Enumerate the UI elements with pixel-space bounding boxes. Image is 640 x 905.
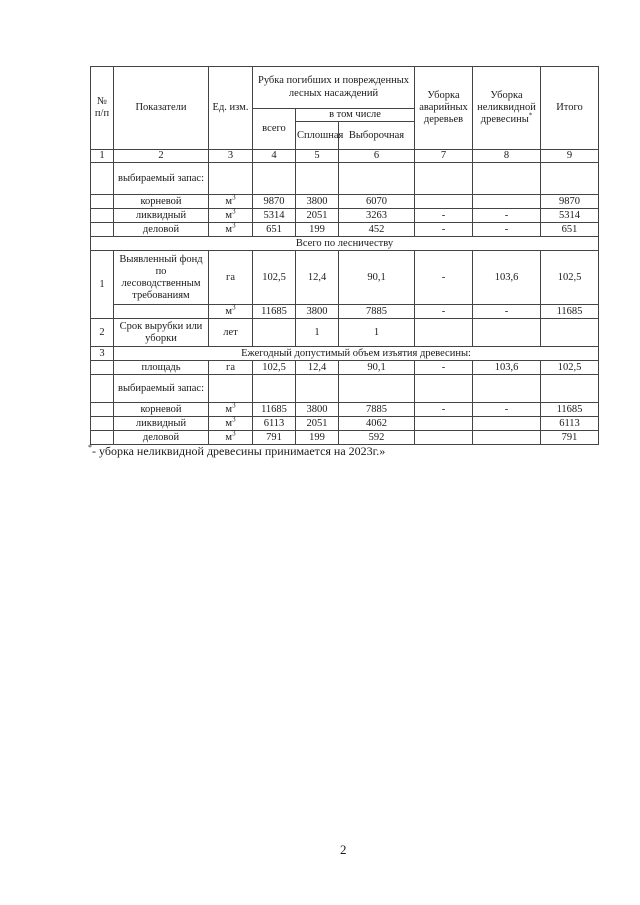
header-total: всего [253, 109, 296, 150]
table-row: ликвидный $м^3$ 6113 2051 4062 6113 [91, 417, 599, 431]
column-number-row: 1 2 3 4 5 6 7 8 9 [91, 150, 599, 163]
table-row: площадь га 102,5 12,4 90,1 - 103,6 102,5 [91, 361, 599, 375]
annual-volume-heading: Ежегодный допустимый объем изъятия древесины: [114, 347, 599, 361]
header-selective: Выборочная [339, 122, 415, 150]
header-unit: Ед. изм. [209, 67, 253, 150]
page-number: 2 [340, 842, 347, 857]
felling-term-label: Срок вырубки или уборки [114, 319, 209, 347]
table-row: деловой $м^3$ 651 199 452 - - 651 [91, 223, 599, 237]
header-indicators: Показатели [114, 67, 209, 150]
table-row: 1 Выявленный фонд по лесоводственным требованиям га 102,5 12,4 90,1 - 103,6 102,5 [91, 251, 599, 305]
header-emergency: Уборка аварийных деревьев [415, 67, 473, 150]
table-row: ликвидный $м^3$ 5314 2051 3263 - - 5314 [91, 209, 599, 223]
table-row: 2 Срок вырубки или уборки лет 1 1 [91, 319, 599, 347]
felling-table: № п/п Показатели Ед. изм. Рубка погибших и поврежденных лесных насаждений Уборка аварийных деревьев Уборка неликвидной древесины* Итого всего в том числе Сплошная Выборочная 1 2 3 4 5 6 7 8 9 выбираемый запас: корневой $м^3$ 9870 3800 6070 9870 ликвидный $м^3$ 5314 2051 3263 - - 5314 деловой $м^3$ 651 199 452 - - 651 Всего по лесничеству 1 Выявленный фонд по лесоводственным требованиям га 102,5 12,4 90,1 - 103,6 102,5 $м^3$ 11685 3800 7885 - - 11685 2 Срок вырубки или уборки лет 1 1 3 Ежегодный допустимый объем изъятия древесины: площадь га 102,5 12,4 90,1 - 103,6 102,5 выбираемый запас: корневой $м^3$ 11685 3800 7885 - - 11685 ликвидный $м^3$ 6113 2051 4062 6113 деловой $м^3$ 791 199 592 791 [90, 66, 599, 445]
header-felling: Рубка погибших и поврежденных лесных насаждений [253, 67, 415, 109]
table-row: деловой $м^3$ 791 199 592 791 [91, 431, 599, 445]
total-heading: Всего по лесничеству [91, 237, 599, 251]
header-itogo: Итого [541, 67, 599, 150]
identified-fund-label: Выявленный фонд по лесоводственным требованиям [114, 251, 209, 305]
table-row: корневой $м^3$ 11685 3800 7885 - - 11685 [91, 403, 599, 417]
header-including: в том числе [296, 109, 415, 122]
header-illiquid: Уборка неликвидной древесины* [473, 67, 541, 150]
header-clear: Сплошная [296, 122, 339, 150]
header-num: № п/п [91, 67, 114, 150]
footnote: *- уборка неликвидной древесины принимается на 2023г.» [88, 443, 386, 458]
stock-label: выбираемый запас: [114, 375, 209, 403]
table-row: $м^3$ 11685 3800 7885 - - 11685 [91, 305, 599, 319]
table-row: корневой $м^3$ 9870 3800 6070 9870 [91, 195, 599, 209]
stock-label: выбираемый запас: [114, 163, 209, 195]
